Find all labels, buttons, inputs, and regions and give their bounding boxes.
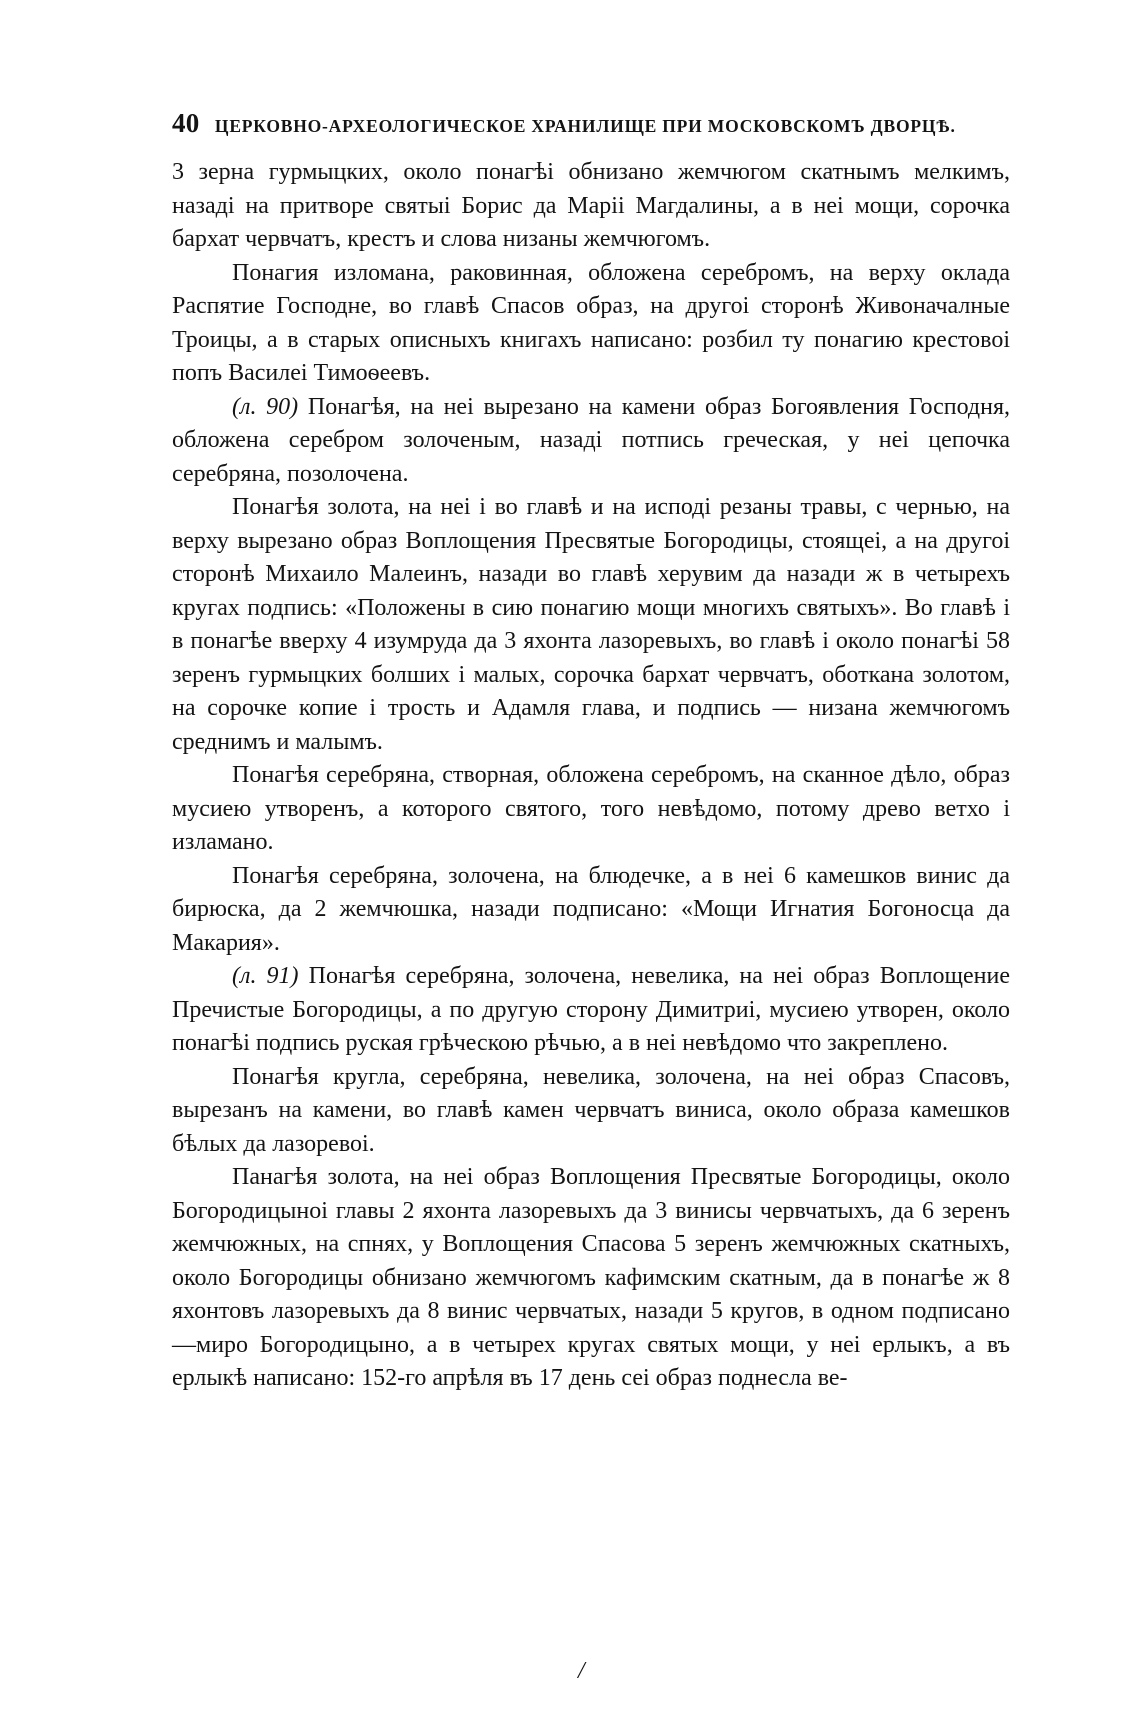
paragraph-text: 3 зерна гурмыцких, около понагѣі обнизано жемчюгом скатнымъ мелкимъ, назаді на притворе святыі Борис да Маріі Магдалины, а в неі мощи, сорочка бархат червчатъ, крестъ и слова низаны жемчюгомъ. — [172, 159, 1010, 252]
paragraph-text: Понагѣя кругла, серебряна, невелика, золочена, на неі образ Спасовъ, вырезанъ на камени, во главѣ камен червчатъ виниса, около образа камешков бѣлых да лазоревоі. — [172, 1063, 1010, 1157]
paragraph-text: Панагѣя золота, на неі образ Воплощения Пресвятые Богородицы, около Богородицыноі главы 2 яхонта лазоревыхъ да 3 винисы червчатыхъ, да 6 зеренъ жемчюжных, на спнях, у Воплощения Спасова 5 зеренъ жемчюжных скатныхъ, около Богородицы обнизано жемчюгомъ кафимским скатным, да в понагѣе ж 8 яхонтовъ лазоревыхъ да 8 винис червчатых, назади 5 кругов, в одном подписано—миро Богородицыно, а в четырех кругах святых мощи, у неі ерлыкъ, а въ ерлыкѣ написано: 152-го апрѣля въ 17 день сеі образ поднесла ве- — [172, 1164, 1010, 1391]
folio-reference: (л. 91) — [232, 963, 299, 989]
running-head: ЦЕРКОВНО-АРХЕОЛОГИЧЕСКОЕ ХРАНИЛИЩЕ ПРИ МОСКОВСКОМЪ ДВОРЦѢ. — [214, 116, 956, 136]
paragraph-text: Понагѣя серебряна, золочена, на блюдечке, а в неі 6 камешков винис да бирюска, да 2 жемчюшка, назади подписано: «Мощи Игнатия Богоносца да Макария». — [172, 862, 1010, 956]
body-text — [172, 156, 1010, 1396]
paragraph-3 — [172, 391, 1010, 492]
paragraph-8 — [172, 1061, 1010, 1162]
paragraph-7 — [172, 960, 1010, 1061]
paragraph-5 — [172, 759, 1010, 860]
paragraph-text: Понагѣя серебряна, золочена, невелика, на неі образ Воплощение Пречистые Богородицы, а по другую сторону Димитриі, мусиею утворен, около понагѣі подпись руская грѣческою рѣчью, а в неі невѣдомо что закреплено. — [172, 963, 1011, 1056]
paragraph-6 — [172, 860, 1010, 961]
paragraph-4 — [172, 491, 1010, 759]
paragraph-1 — [172, 156, 1010, 257]
paragraph-text: Понагѣя золота, на неі і во главѣ и на исподі резаны травы, с чернью, на верху вырезано образ Воплощения Пресвятые Богородицы, стоящеі, а на другоі сторонѣ Михаило Малеинъ, назади во главѣ херувим да назади ж в четырехъ кругах подпись: «Положены в сию понагию мощи многихъ святыхъ». Во главѣ і в понагѣе вверху 4 изумруда да 3 яхонта лазоревыхъ, во главѣ і около понагѣі 58 зеренъ гурмыцких болших і малых, сорочка бархат червчатъ, оботкана золотом, на сорочке копие і трость и Адамля глава, и подпись — низана жемчюгомъ среднимъ и малымъ. — [172, 494, 1010, 755]
paragraph-text: Понагия изломана, раковинная, обложена серебромъ, на верху оклада Распятие Господне, во главѣ Спасов образ, на другоі сторонѣ Живоначалные Троицы, а в старых описныхъ книгахъ написано: розбил ту понагию крестовоі попъ Василеі Тимоѳеевъ. — [172, 259, 1010, 386]
paragraph-2 — [172, 257, 1010, 391]
paragraph-9 — [172, 1161, 1010, 1396]
paragraph-text: Понагѣя серебряна, створная, обложена серебромъ, на сканное дѣло, образ мусиею утворенъ, а которого святого, того невѣдомо, потому древо ветхо і изламано. — [172, 762, 1010, 855]
folio-reference: (л. 90) — [232, 393, 299, 420]
footer-mark: / — [578, 1658, 585, 1684]
paragraph-text: Понагѣя, на неі вырезано на камени образ Богоявления Господня, обложена серебром золоченым, назаді потпись греческая, у неі цепочка серебряна, позолочена. — [172, 393, 1010, 487]
page-number: 40 — [172, 108, 200, 138]
page-header — [172, 108, 972, 142]
